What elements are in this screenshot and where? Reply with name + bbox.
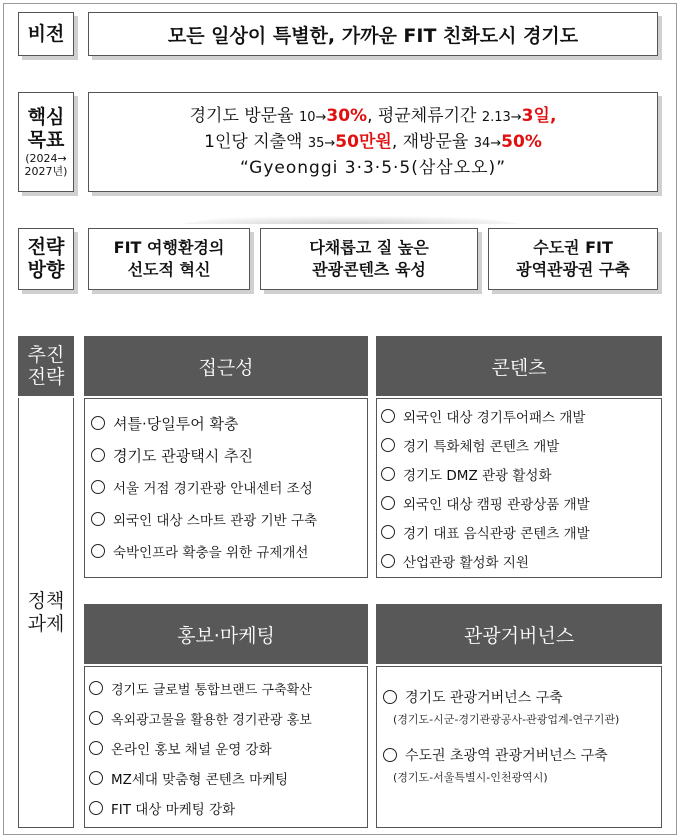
marketing-list bbox=[89, 673, 363, 823]
list-item bbox=[381, 488, 657, 517]
circle-bullet-icon bbox=[381, 554, 395, 568]
core-goals-box bbox=[88, 92, 658, 192]
access-item-text: 숙박인프라 확충을 위한 규제개선 bbox=[113, 545, 309, 561]
circle-bullet-icon bbox=[381, 467, 395, 481]
vision-label-text: 비전 bbox=[27, 22, 65, 45]
policy-label-line1: 정책 bbox=[27, 590, 65, 612]
marketing-title: 홍보·마케팅 bbox=[177, 624, 275, 647]
contents-item-text: 산업관광 활성화 지원 bbox=[403, 554, 529, 571]
vision-label bbox=[18, 12, 74, 56]
strategy-item-1 bbox=[88, 228, 250, 290]
marketing-item-text: 온라인 홍보 채널 운영 강화 bbox=[111, 742, 272, 758]
access-title: 접근성 bbox=[198, 356, 254, 379]
access-item-text: 외국인 대상 스마트 관광 기반 구축 bbox=[113, 513, 318, 529]
governance-item-row bbox=[383, 745, 608, 765]
core-goals-period-line2: 2027년) bbox=[24, 165, 68, 178]
marketing-item-text: 옥외광고물을 활용한 경기관광 홍보 bbox=[111, 712, 312, 728]
list-item bbox=[91, 471, 361, 503]
circle-bullet-icon bbox=[91, 480, 105, 494]
panel-header-marketing bbox=[84, 604, 368, 664]
panel-header-contents bbox=[376, 336, 662, 396]
goal-visit-label: 경기도 방문율 bbox=[189, 105, 299, 126]
panel-marketing bbox=[84, 666, 368, 828]
list-item bbox=[381, 459, 657, 488]
panel-contents bbox=[376, 398, 662, 578]
list-item bbox=[91, 439, 361, 471]
policy-tasks-label bbox=[18, 590, 74, 636]
list-item bbox=[89, 703, 363, 733]
goals-slogan: “Gyeonggi 3·3·5·5(삼삼오오)” bbox=[239, 157, 506, 178]
contents-item-text: 경기 특화체험 콘텐츠 개발 bbox=[403, 438, 560, 455]
marketing-item-text: MZ세대 맞춤형 콘텐츠 마케팅 bbox=[111, 772, 289, 788]
circle-bullet-icon bbox=[381, 496, 395, 510]
access-item-text: 셔틀·당일투어 확충 bbox=[113, 414, 239, 433]
goal-stay-label: , 평균체류기간 bbox=[367, 105, 482, 126]
circle-bullet-icon bbox=[383, 748, 397, 762]
policy-label-line2: 과제 bbox=[27, 613, 65, 635]
circle-bullet-icon bbox=[89, 681, 103, 695]
contents-item-text: 경기도 DMZ 관광 활성화 bbox=[403, 467, 552, 484]
strategy-item-2-line2: 관광콘텐츠 육성 bbox=[312, 260, 426, 279]
goals-line-1 bbox=[190, 104, 557, 130]
circle-bullet-icon bbox=[89, 711, 103, 725]
list-item bbox=[89, 793, 363, 823]
governance-title: 관광거버넌스 bbox=[463, 624, 575, 647]
contents-item-text: 외국인 대상 캠핑 관광상품 개발 bbox=[403, 496, 590, 513]
marketing-item-text: FIT 대상 마케팅 강화 bbox=[111, 802, 236, 818]
circle-bullet-icon bbox=[383, 690, 397, 704]
access-item-text: 경기도 관광택시 추진 bbox=[113, 446, 253, 465]
vision-text: 모든 일상이 특별한, 가까운 FIT 친화도시 경기도 bbox=[167, 24, 579, 47]
goal-revisit-label: , 재방문율 bbox=[391, 131, 474, 152]
goal-stay-target: 3일 bbox=[521, 105, 550, 126]
circle-bullet-icon bbox=[89, 801, 103, 815]
strategy-item-1-line2: 선도적 혁신 bbox=[127, 260, 211, 279]
access-list bbox=[91, 407, 361, 567]
panel-access bbox=[84, 398, 368, 578]
strategy-item-2 bbox=[260, 228, 478, 290]
access-item-text: 서울 거점 경기관광 안내센터 조성 bbox=[113, 481, 313, 497]
circle-bullet-icon bbox=[381, 438, 395, 452]
contents-list bbox=[381, 401, 657, 575]
circle-bullet-icon bbox=[91, 512, 105, 526]
panel-header-governance bbox=[376, 604, 662, 664]
goal-comma: , bbox=[549, 105, 557, 126]
contents-item-text: 경기 대표 음식관광 콘텐츠 개발 bbox=[403, 525, 590, 542]
goals-line-2 bbox=[204, 130, 542, 156]
goal-spend-target: 50만원 bbox=[335, 131, 392, 152]
strategy-item-3-line2: 광역관광권 구축 bbox=[516, 260, 630, 279]
governance-item-text: 수도권 초광역 관광거버넌스 구축 bbox=[405, 748, 608, 764]
panel-header-access bbox=[84, 336, 368, 396]
list-item bbox=[383, 745, 655, 803]
circle-bullet-icon bbox=[91, 448, 105, 462]
list-item bbox=[381, 430, 657, 459]
goal-visit-target: 30% bbox=[326, 105, 368, 126]
core-goals-label-line1: 핵심 bbox=[27, 106, 65, 128]
governance-item-sub: (경기도-서울특별시-인천광역시) bbox=[393, 771, 548, 784]
strategy-direction-label bbox=[18, 228, 74, 290]
strategy-label-line1: 전략 bbox=[27, 236, 65, 258]
strategy-item-2-line1: 다채롭고 질 높은 bbox=[309, 238, 429, 257]
panel-governance bbox=[376, 666, 662, 828]
circle-bullet-icon bbox=[89, 771, 103, 785]
goal-revisit-from: 34→ bbox=[473, 135, 502, 151]
goal-visit-from: 10→ bbox=[298, 109, 327, 125]
governance-item-text: 경기도 관광거버넌스 구축 bbox=[405, 690, 563, 706]
governance-item-sub: (경기도-시군-경기관광공사-관광업계-연구기관) bbox=[393, 713, 620, 726]
list-item bbox=[383, 687, 655, 745]
contents-title: 콘텐츠 bbox=[491, 356, 547, 379]
strategy-label-line2: 방향 bbox=[27, 259, 65, 281]
list-item bbox=[381, 517, 657, 546]
circle-bullet-icon bbox=[91, 544, 105, 558]
governance-list bbox=[383, 687, 655, 803]
goal-spend-from: 35→ bbox=[307, 135, 336, 151]
list-item bbox=[381, 401, 657, 430]
connector-arrow bbox=[180, 196, 520, 226]
promotion-label-line2: 전략 bbox=[27, 366, 65, 388]
promotion-label-line1: 추진 bbox=[27, 344, 65, 366]
goal-spend-label: 1인당 지출액 bbox=[204, 131, 308, 152]
list-item bbox=[91, 407, 361, 439]
circle-bullet-icon bbox=[89, 741, 103, 755]
contents-item-text: 외국인 대상 경기투어패스 개발 bbox=[403, 409, 586, 426]
list-item bbox=[381, 546, 657, 575]
core-goals-label bbox=[18, 92, 74, 192]
list-item bbox=[91, 503, 361, 535]
goal-revisit-target: 50% bbox=[501, 131, 542, 152]
vision-statement bbox=[88, 12, 658, 56]
list-item bbox=[89, 673, 363, 703]
list-item bbox=[89, 733, 363, 763]
promotion-strategy-label bbox=[18, 336, 74, 396]
strategy-item-3 bbox=[488, 228, 658, 290]
circle-bullet-icon bbox=[381, 525, 395, 539]
circle-bullet-icon bbox=[381, 409, 395, 423]
goal-stay-from: 2.13→ bbox=[481, 109, 522, 125]
marketing-item-text: 경기도 글로벌 통합브랜드 구축확산 bbox=[111, 682, 312, 698]
core-goals-label-line2: 목표 bbox=[27, 129, 65, 151]
governance-item-row bbox=[383, 687, 563, 707]
circle-bullet-icon bbox=[91, 416, 105, 430]
strategy-item-1-line1: FIT 여행환경의 bbox=[113, 238, 225, 257]
strategy-item-3-line1: 수도권 FIT bbox=[533, 238, 613, 257]
list-item bbox=[89, 763, 363, 793]
list-item bbox=[91, 535, 361, 567]
core-goals-period-line1: (2024→ bbox=[25, 152, 67, 165]
